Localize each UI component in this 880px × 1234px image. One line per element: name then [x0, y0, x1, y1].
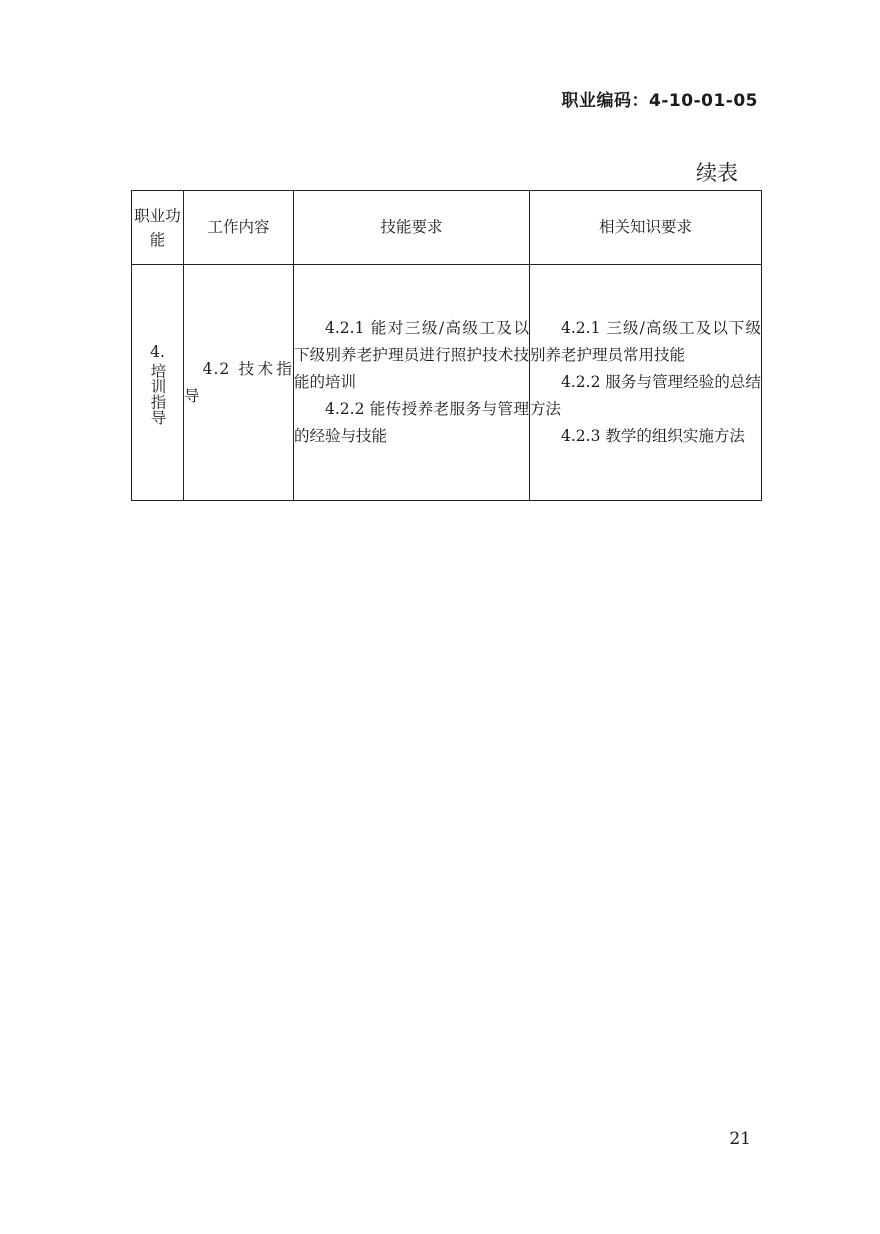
header-function: 职业功能	[132, 191, 184, 265]
work-content-cell	[184, 265, 294, 501]
header-skill-requirements: 技能要求	[294, 191, 530, 265]
header-knowledge-requirements: 相关知识要求	[530, 191, 762, 265]
knowledge-item: 4.2.3 教学的组织实施方法	[561, 427, 745, 445]
function-cell	[132, 265, 184, 501]
skill-item: 4.2.1 能对三级/高级工及以下级别养老护理员进行照护技术技能的培训	[294, 319, 529, 391]
table-header-row	[132, 191, 762, 265]
function-name: 培训指导	[148, 362, 167, 425]
function-number: 4.	[150, 342, 165, 361]
work-content-text: 4.2 技术指导	[184, 359, 293, 405]
knowledge-item: 4.2.1 三级/高级工及以下级别养老护理员常用技能	[530, 319, 761, 364]
page-number: 21	[729, 1129, 751, 1149]
occupation-code: 职业编码：4-10-01-05	[561, 91, 758, 111]
continued-label: 续表	[696, 161, 738, 185]
skill-item: 4.2.2 能传授养老服务与管理的经验与技能	[294, 400, 529, 445]
header-work-content: 工作内容	[184, 191, 294, 265]
table-row	[132, 265, 762, 501]
skill-standard-table	[131, 190, 762, 501]
skill-requirements-cell	[294, 265, 530, 501]
knowledge-item: 4.2.2 服务与管理经验的总结方法	[530, 373, 761, 418]
knowledge-requirements-cell	[530, 265, 762, 501]
